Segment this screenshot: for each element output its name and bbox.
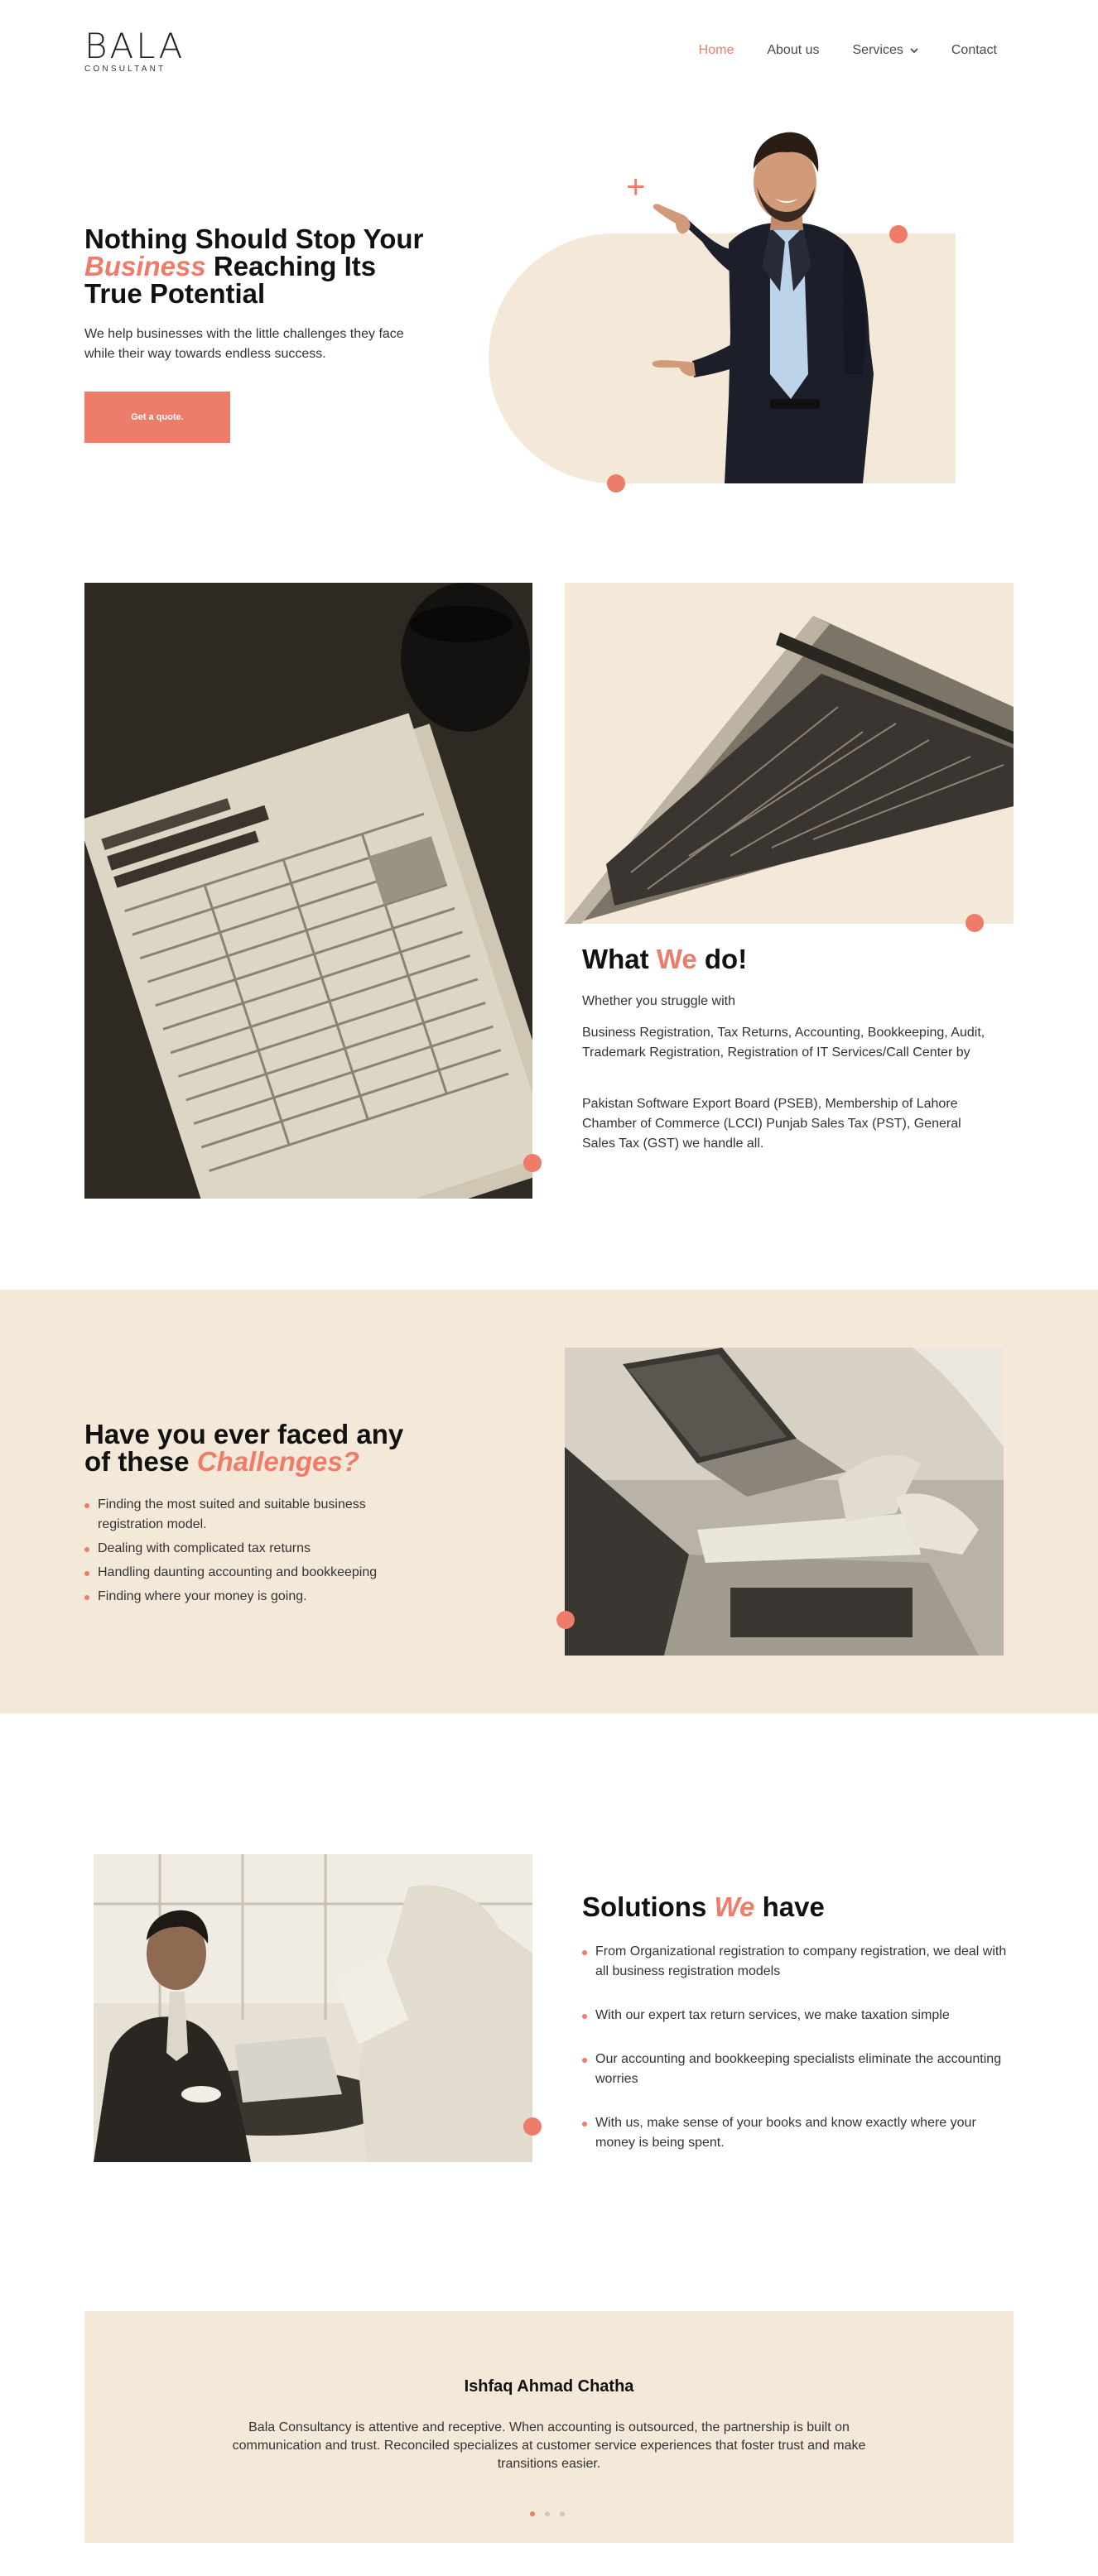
solutions-list [582,1942,1013,2177]
testimonial-quote: Bala Consultancy is attentive and receptive. When accounting is outsourced, the partnership is built on communication and trust. Reconciled specializes at customer service experiences that foster trust and make transitions easier. [232,2420,866,2471]
nav-about-label: About us [767,43,820,57]
challenges-list [84,1495,416,1611]
chevron-down-icon [910,48,918,54]
nav-contact-label: Contact [951,43,997,57]
main-nav [699,43,997,58]
brand-name: BALA [84,26,185,66]
accent-dot [523,2117,542,2136]
brand-tagline: CONSULTANT [84,65,166,74]
laptop-meeting-illustration [565,1348,1004,1656]
accent-dot [523,1154,542,1172]
what-we-do-services-2: Pakistan Software Export Board (PSEB), Membership of Lahore Chamber of Commerce (LCCI) Punjab Sales Tax (PST), General Sales Tax (GST) we handle all. [582,1097,961,1151]
list-item: Finding where your money is going. [84,1587,416,1607]
list-item: Our accounting and bookkeeping specialists eliminate the accounting worries [582,2050,1013,2089]
pager-dot[interactable] [560,2511,565,2516]
accent-dot [607,474,625,493]
solutions-title [582,1891,825,1923]
tax-document-image [84,583,532,1199]
list-item: With us, make sense of your books and know exactly where your money is being spent. [582,2113,1013,2153]
what-we-do-intro: Whether you struggle with [582,994,735,1008]
solutions-title-part1: Solutions [582,1891,715,1922]
hero-title-part2: Reaching Its True Potential [84,251,377,309]
list-item: Dealing with complicated tax returns [84,1539,416,1559]
brand-logo[interactable] [84,26,185,74]
challenges-title-part1: Have you ever faced any of these [84,1419,404,1477]
get-quote-button[interactable]: Get a quote. [84,392,230,443]
list-item: Handling daunting accounting and bookkeeping [84,1563,416,1583]
list-item: From Organizational registration to company registration, we deal with all business registration models [582,1942,1013,1982]
what-we-do-title-part1: What [582,944,657,974]
accent-dot [556,1611,575,1629]
testimonial-pager [530,2511,565,2516]
hero-subtitle: We help businesses with the little challenges they face while their way towards endless success. [84,327,404,361]
tax-document-illustration [84,583,532,1199]
challenges-title-accent: Challenges? [196,1446,359,1477]
what-we-do-title-part2: do! [696,944,748,974]
nav-about[interactable] [767,43,819,58]
hero-title-accent: Business [84,251,206,281]
pager-dot[interactable] [545,2511,550,2516]
what-we-do-services-1: Business Registration, Tax Returns, Accounting, Bookkeeping, Audit, Trademark Registration, Registration of IT Services/Call Center by [582,1026,985,1060]
hero-businessman-image [646,126,927,483]
hero-title [84,225,432,307]
office-building-illustration [565,583,1014,924]
nav-services[interactable] [853,43,918,58]
plus-icon: + [626,169,646,205]
accent-dot [966,914,984,932]
list-item: With our expert tax return services, we make taxation simple [582,2006,1013,2026]
hero-title-part1: Nothing Should Stop Your [84,223,424,254]
office-building-image [565,583,1014,924]
what-we-do-title [582,944,747,975]
nav-home[interactable] [699,43,734,58]
laptop-meeting-image [565,1348,1004,1656]
business-meeting-illustration [94,1854,532,2162]
what-we-do-title-accent: We [656,944,697,974]
list-item: Finding the most suited and suitable business registration model. [84,1495,416,1535]
testimonial-author: Ishfaq Ahmad Chatha [464,2377,634,2396]
solutions-title-accent: We [714,1891,755,1922]
solutions-title-part2: have [754,1891,825,1922]
nav-services-label: Services [852,43,903,57]
business-meeting-image [94,1854,532,2162]
challenges-title [84,1420,432,1475]
nav-contact[interactable] [951,43,997,58]
nav-home-label: Home [698,43,734,57]
pager-dot[interactable] [530,2511,535,2516]
